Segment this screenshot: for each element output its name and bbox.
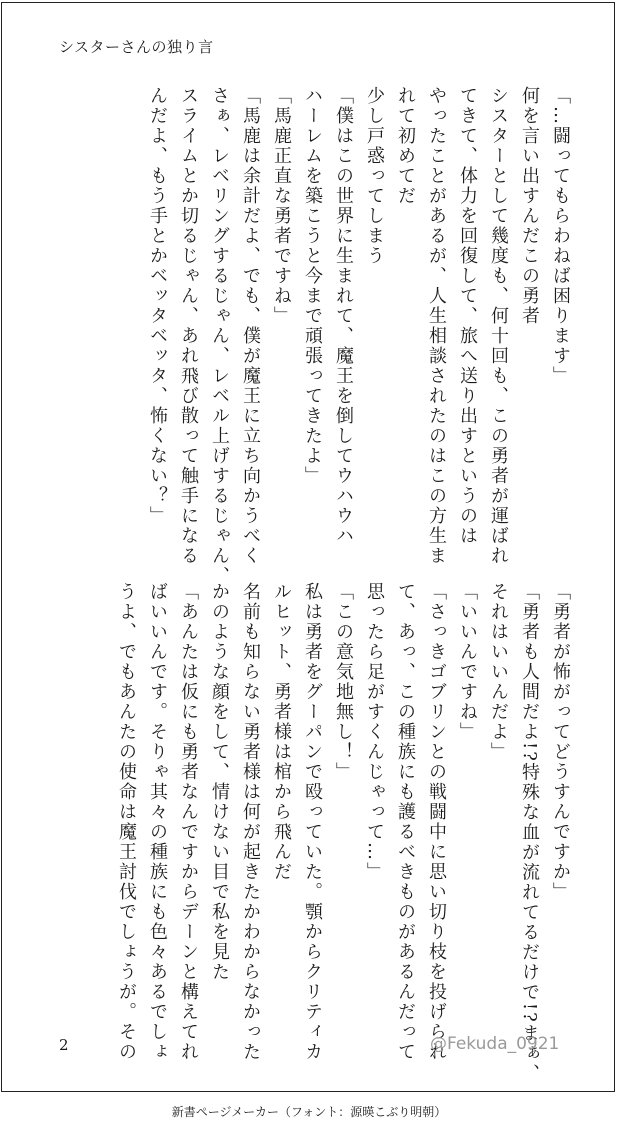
text-line: 「勇者が怖がってどうすんですか」	[550, 582, 571, 902]
text-line: スライムとか切るじゃん、あれ飛び散って触手になる	[178, 86, 199, 566]
text-line: 「僕はこの世界に生まれて、魔王を倒してウハウハ	[333, 86, 354, 546]
text-line: やったことがあるが、人生相談されたのはこの方生ま	[426, 86, 447, 566]
text-line: 思ったら足がすくんじゃって…」	[364, 582, 385, 882]
text-line: 「馬鹿は余計だよ、でも、僕が魔王に立ち向かうべく	[240, 86, 261, 566]
chapter-title: シスターさんの独り言	[59, 38, 214, 56]
text-line: さぁ、レベリングするじゃん、レベル上げするじゃん、	[209, 86, 230, 586]
text-line: それはいいんだよ」	[488, 582, 509, 762]
footer-credit: 新書ページメーカー（フォント：源暎こぶり明朝）	[171, 1105, 447, 1119]
text-line: 「いいんですね」	[457, 582, 478, 742]
text-line: ルヒット、勇者様は棺から飛んだ	[271, 582, 292, 882]
text-line: 「この意気地無し！」	[333, 582, 354, 782]
text-line: 「…闘ってもらわねば困ります」	[550, 86, 571, 386]
text-line: て、あっ、この種族にも護るべきものがあるんだって	[395, 582, 416, 1062]
text-line: かのような顔をして、情けない目で私を見た	[209, 582, 230, 982]
text-line: てきて、体力を回復して、旅へ送り出すというのは	[457, 86, 478, 546]
text-line: 「さっきゴブリンとの戦闘中に思い切り枝を投げられ	[426, 582, 447, 1062]
text-line: ばいいんです。そりゃ其々の種族にも色々あるでしょ	[147, 582, 168, 1062]
text-line: 何を言い出すんだこの勇者	[519, 86, 540, 326]
text-line: んだよ、もう手とかベッタベッタ、怖くない？」	[147, 86, 168, 526]
text-line: れて初めてだ	[395, 86, 416, 206]
text-line: 名前も知らない勇者様は何が起きたかわからなかった	[240, 582, 261, 1062]
text-line: シスターとして幾度も、何十回も、この勇者が運ばれ	[488, 86, 509, 566]
upper-text-block	[142, 86, 576, 586]
author-handle: @Fekuda_0921	[430, 1034, 560, 1054]
text-line: 「馬鹿正直な勇者ですね」	[271, 86, 292, 326]
text-line: 少し戸惑ってしまう	[364, 86, 385, 266]
text-line: 私は勇者をグーパンで殴っていた。顎からクリティカ	[302, 582, 323, 1062]
text-line: ハーレムを築こうと今まで頑張ってきたよ」	[302, 86, 323, 486]
text-line: 「あんたは仮にも勇者なんですからデーンと構えてれ	[178, 582, 199, 1062]
page-number: 2	[59, 1036, 69, 1054]
text-line: うよ、でもあんたの使命は魔王討伐でしょうが。その	[116, 582, 137, 1062]
text-line: 「勇者も人間だよ!?特殊な血が流れてるだけで!?まぁ、	[519, 582, 540, 1084]
